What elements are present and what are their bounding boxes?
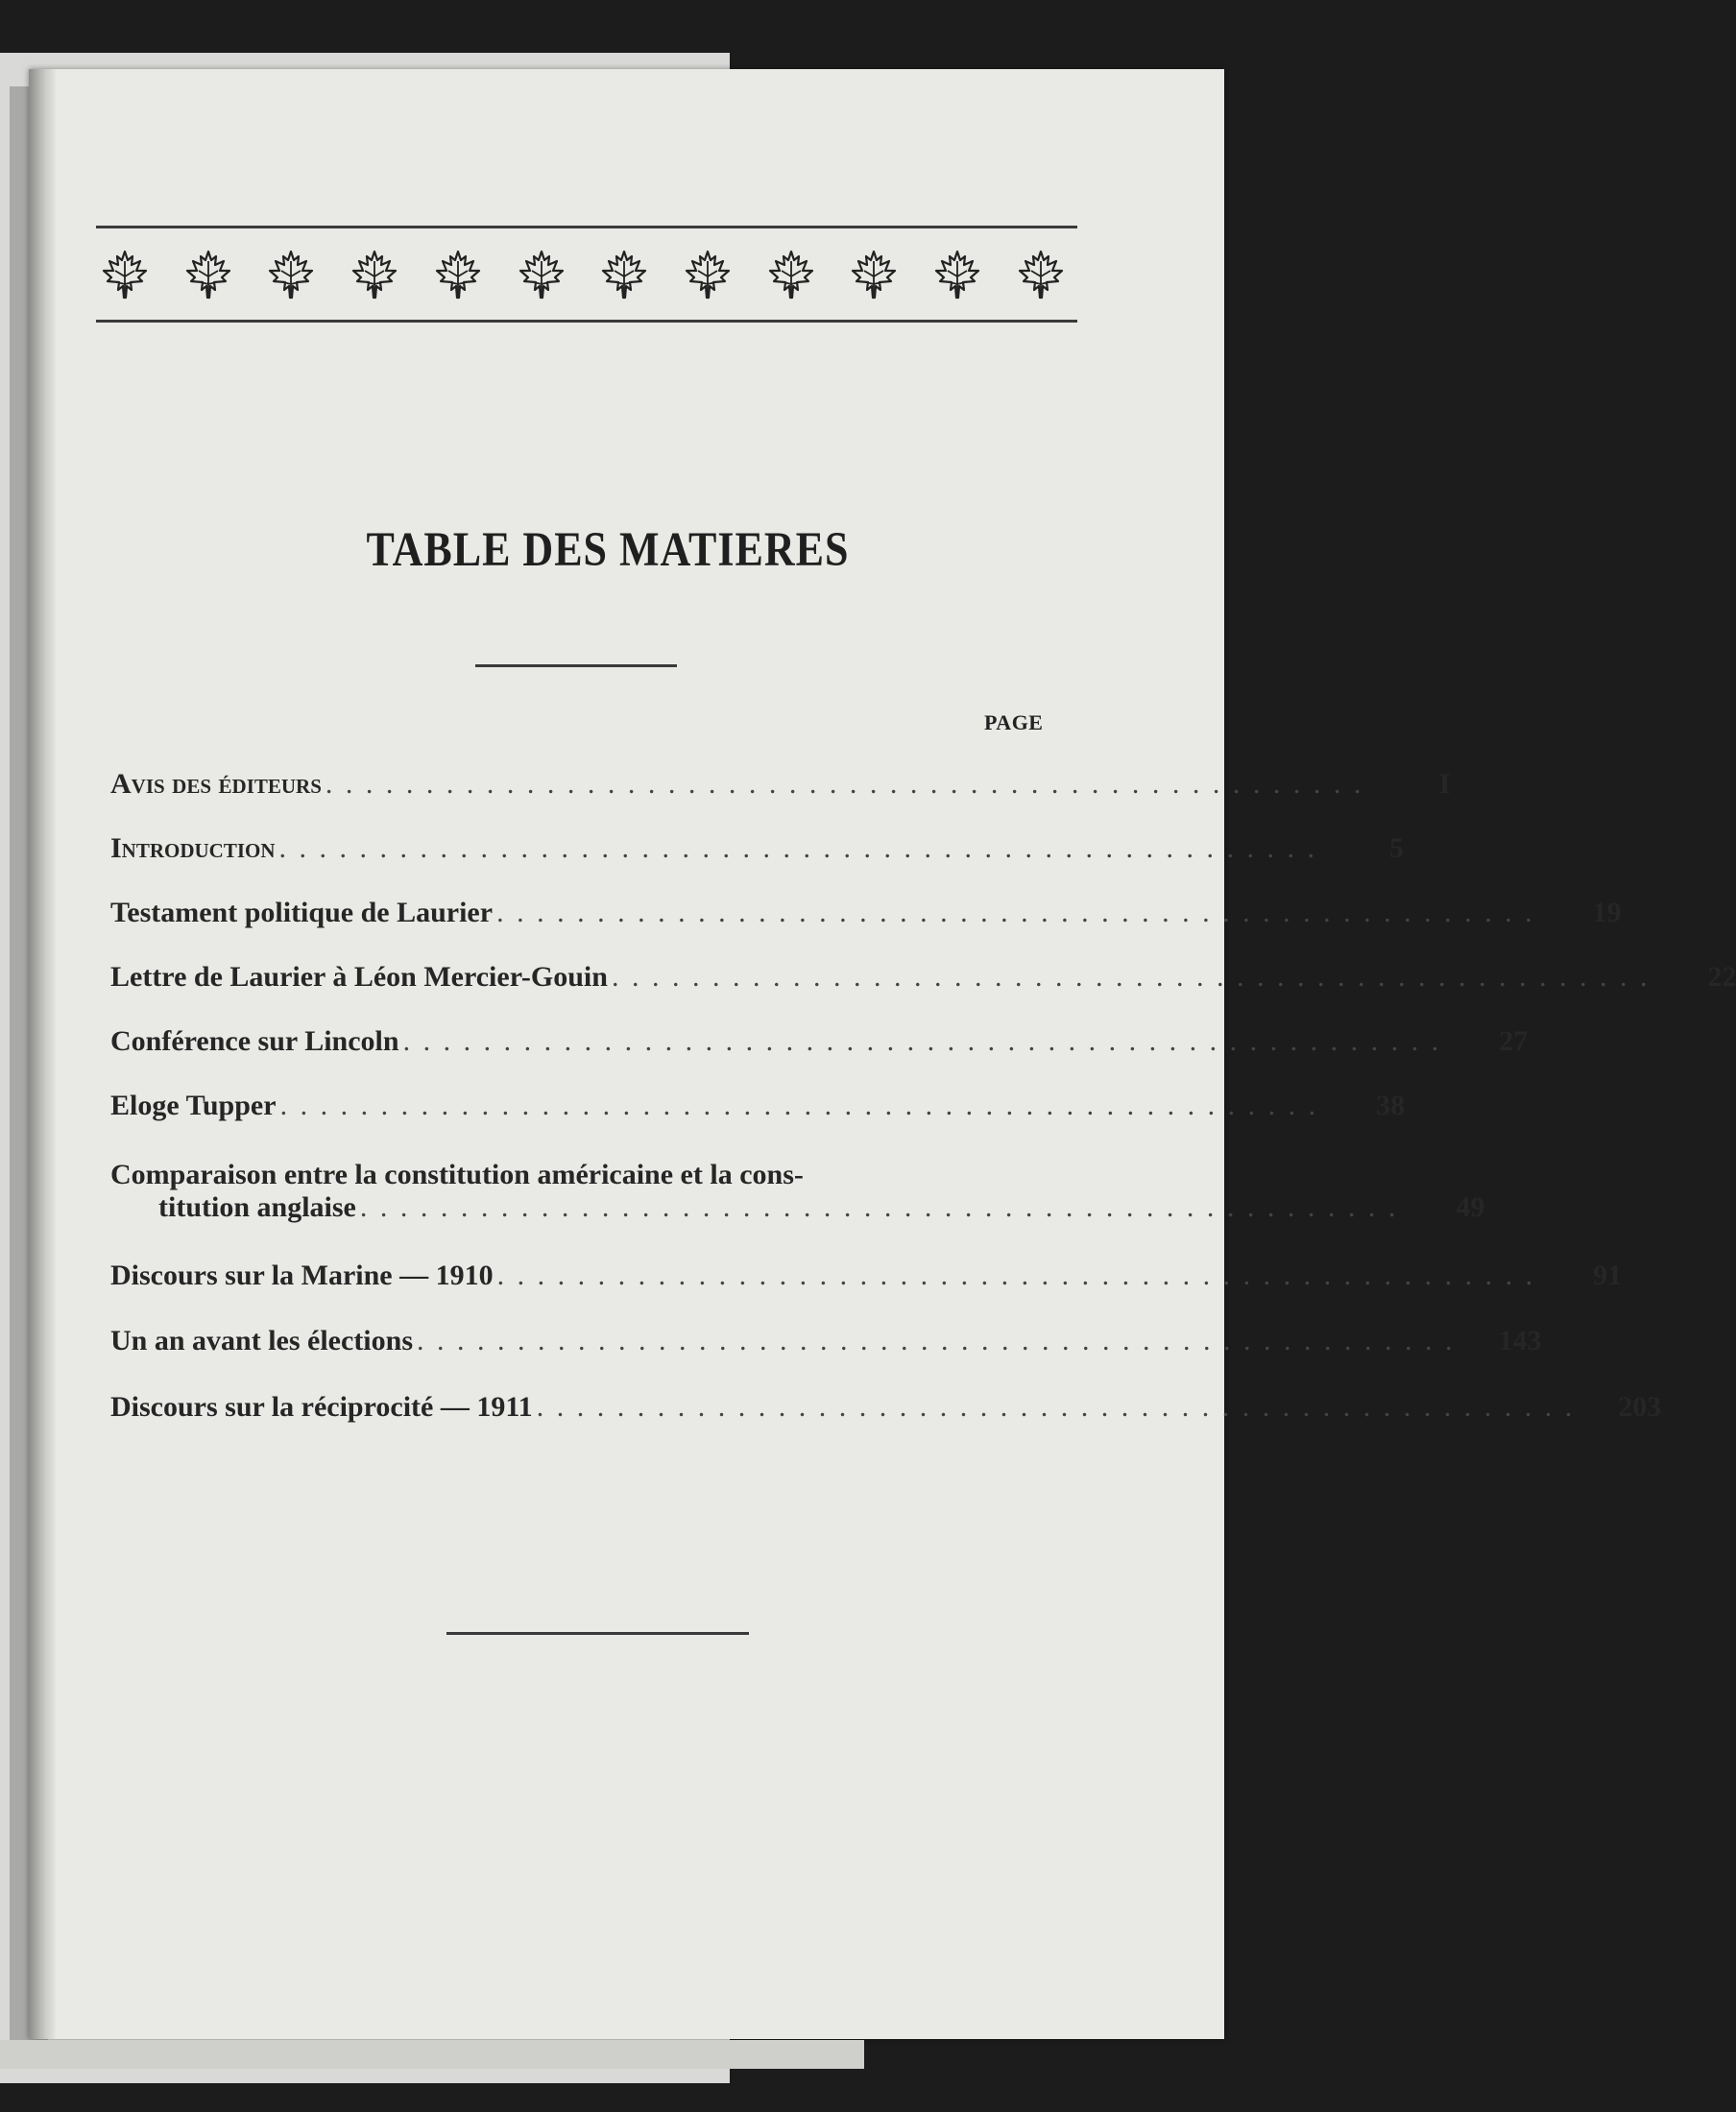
toc-entry-title-line1: Comparaison entre la constitution américaine et la cons-	[110, 1159, 804, 1190]
toc-entry-page: 38	[1376, 1090, 1406, 1121]
maple-leaf-icon	[764, 248, 818, 301]
toc-entry	[110, 1025, 1529, 1058]
maple-leaf-icon	[181, 248, 235, 301]
title-rule	[475, 664, 677, 667]
toc-entry-title: Discours sur la Marine — 1910	[110, 1260, 494, 1291]
toc-entry-page: 22	[1707, 961, 1736, 993]
toc-entry-title: Introduction	[110, 832, 276, 864]
toc-leader-dots: . . . . . . . . . . . . . . . . . . . . . . . . . . . . . . . . . . . . . . . . . . . . . . . . . . . .	[279, 1090, 1319, 1121]
toc-entry	[110, 1391, 1662, 1424]
page-column-label: PAGE	[984, 710, 1044, 734]
toc-entry-page: 203	[1618, 1391, 1662, 1423]
toc-entry	[110, 1090, 1406, 1122]
book-page	[29, 69, 1736, 2039]
toc-leader-dots: . . . . . . . . . . . . . . . . . . . . . . . . . . . . . . . . . . . . . . . . . . . . . . . . . . . .	[536, 1391, 1576, 1423]
toc-entry-title: Un an avant les élections	[110, 1325, 413, 1356]
toc-leader-dots: . . . . . . . . . . . . . . . . . . . . . . . . . . . . . . . . . . . . . . . . . . . . . . . . . . . .	[496, 897, 1535, 928]
toc-leader-dots: . . . . . . . . . . . . . . . . . . . . . . . . . . . . . . . . . . . . . . . . . . . . . . . . . . . .	[611, 961, 1651, 993]
toc-entry	[110, 1325, 1542, 1357]
toc-entry-title: Lettre de Laurier à Léon Mercier-Gouin	[110, 961, 608, 993]
page-gutter-shadow	[29, 69, 56, 2039]
page-title: TABLE DES MATIERES	[366, 522, 850, 577]
toc-entry-page: 143	[1498, 1325, 1542, 1356]
ornament-rule-bottom	[96, 320, 1077, 323]
toc-entry	[110, 1159, 1485, 1224]
toc-entry	[110, 1260, 1623, 1292]
maple-leaf-icon	[515, 248, 568, 301]
maple-leaf-icon	[847, 248, 901, 301]
toc-entry-page: 91	[1593, 1260, 1623, 1291]
toc-entry-page: 5	[1389, 832, 1405, 864]
maple-leaf-icon	[348, 248, 401, 301]
toc-leader-dots: . . . . . . . . . . . . . . . . . . . . . . . . . . . . . . . . . . . . . . . . . . . . . . . . . . . .	[359, 1191, 1399, 1223]
maple-leaf-icon	[1014, 248, 1068, 301]
toc-leader-dots: . . . . . . . . . . . . . . . . . . . . . . . . . . . . . . . . . . . . . . . . . . . . . . . . . . . .	[278, 832, 1318, 864]
back-cover-strip	[0, 2040, 864, 2069]
toc-entry	[110, 768, 1451, 801]
toc-entry	[110, 832, 1405, 865]
toc-leader-dots: . . . . . . . . . . . . . . . . . . . . . . . . . . . . . . . . . . . . . . . . . . . . . . . . . . . .	[325, 768, 1364, 800]
toc-entry-page: I	[1438, 768, 1451, 800]
toc-entry-title: Conférence sur Lincoln	[110, 1025, 399, 1057]
ornament-rule-top	[96, 226, 1077, 228]
toc-leader-dots: . . . . . . . . . . . . . . . . . . . . . . . . . . . . . . . . . . . . . . . . . . . . . . . . . . . .	[402, 1025, 1442, 1057]
maple-leaf-icon	[597, 248, 651, 301]
toc-entry-title: Avis des éditeurs	[110, 768, 322, 800]
toc-entry-page: 49	[1456, 1191, 1485, 1223]
toc-entry-title: Discours sur la réciprocité — 1911	[110, 1391, 533, 1423]
toc-entry	[110, 961, 1736, 994]
toc-entry-page: 19	[1592, 897, 1622, 928]
closing-rule	[446, 1632, 749, 1635]
toc-entry-title: Testament politique de Laurier	[110, 897, 494, 928]
toc-leader-dots: . . . . . . . . . . . . . . . . . . . . . . . . . . . . . . . . . . . . . . . . . . . . . . . . . . . .	[417, 1325, 1456, 1356]
maple-leaf-ornament-row	[98, 236, 1068, 313]
maple-leaf-icon	[264, 248, 318, 301]
maple-leaf-icon	[98, 248, 152, 301]
maple-leaf-icon	[930, 248, 984, 301]
toc-leader-dots: . . . . . . . . . . . . . . . . . . . . . . . . . . . . . . . . . . . . . . . . . . . . . . . . . . . .	[496, 1260, 1536, 1291]
toc-entry-title-line2: titution anglaise	[158, 1191, 356, 1223]
maple-leaf-icon	[431, 248, 485, 301]
toc-entry-page: 27	[1499, 1025, 1529, 1057]
maple-leaf-icon	[681, 248, 735, 301]
toc-entry	[110, 897, 1622, 929]
toc-entry-title: Eloge Tupper	[110, 1090, 277, 1121]
